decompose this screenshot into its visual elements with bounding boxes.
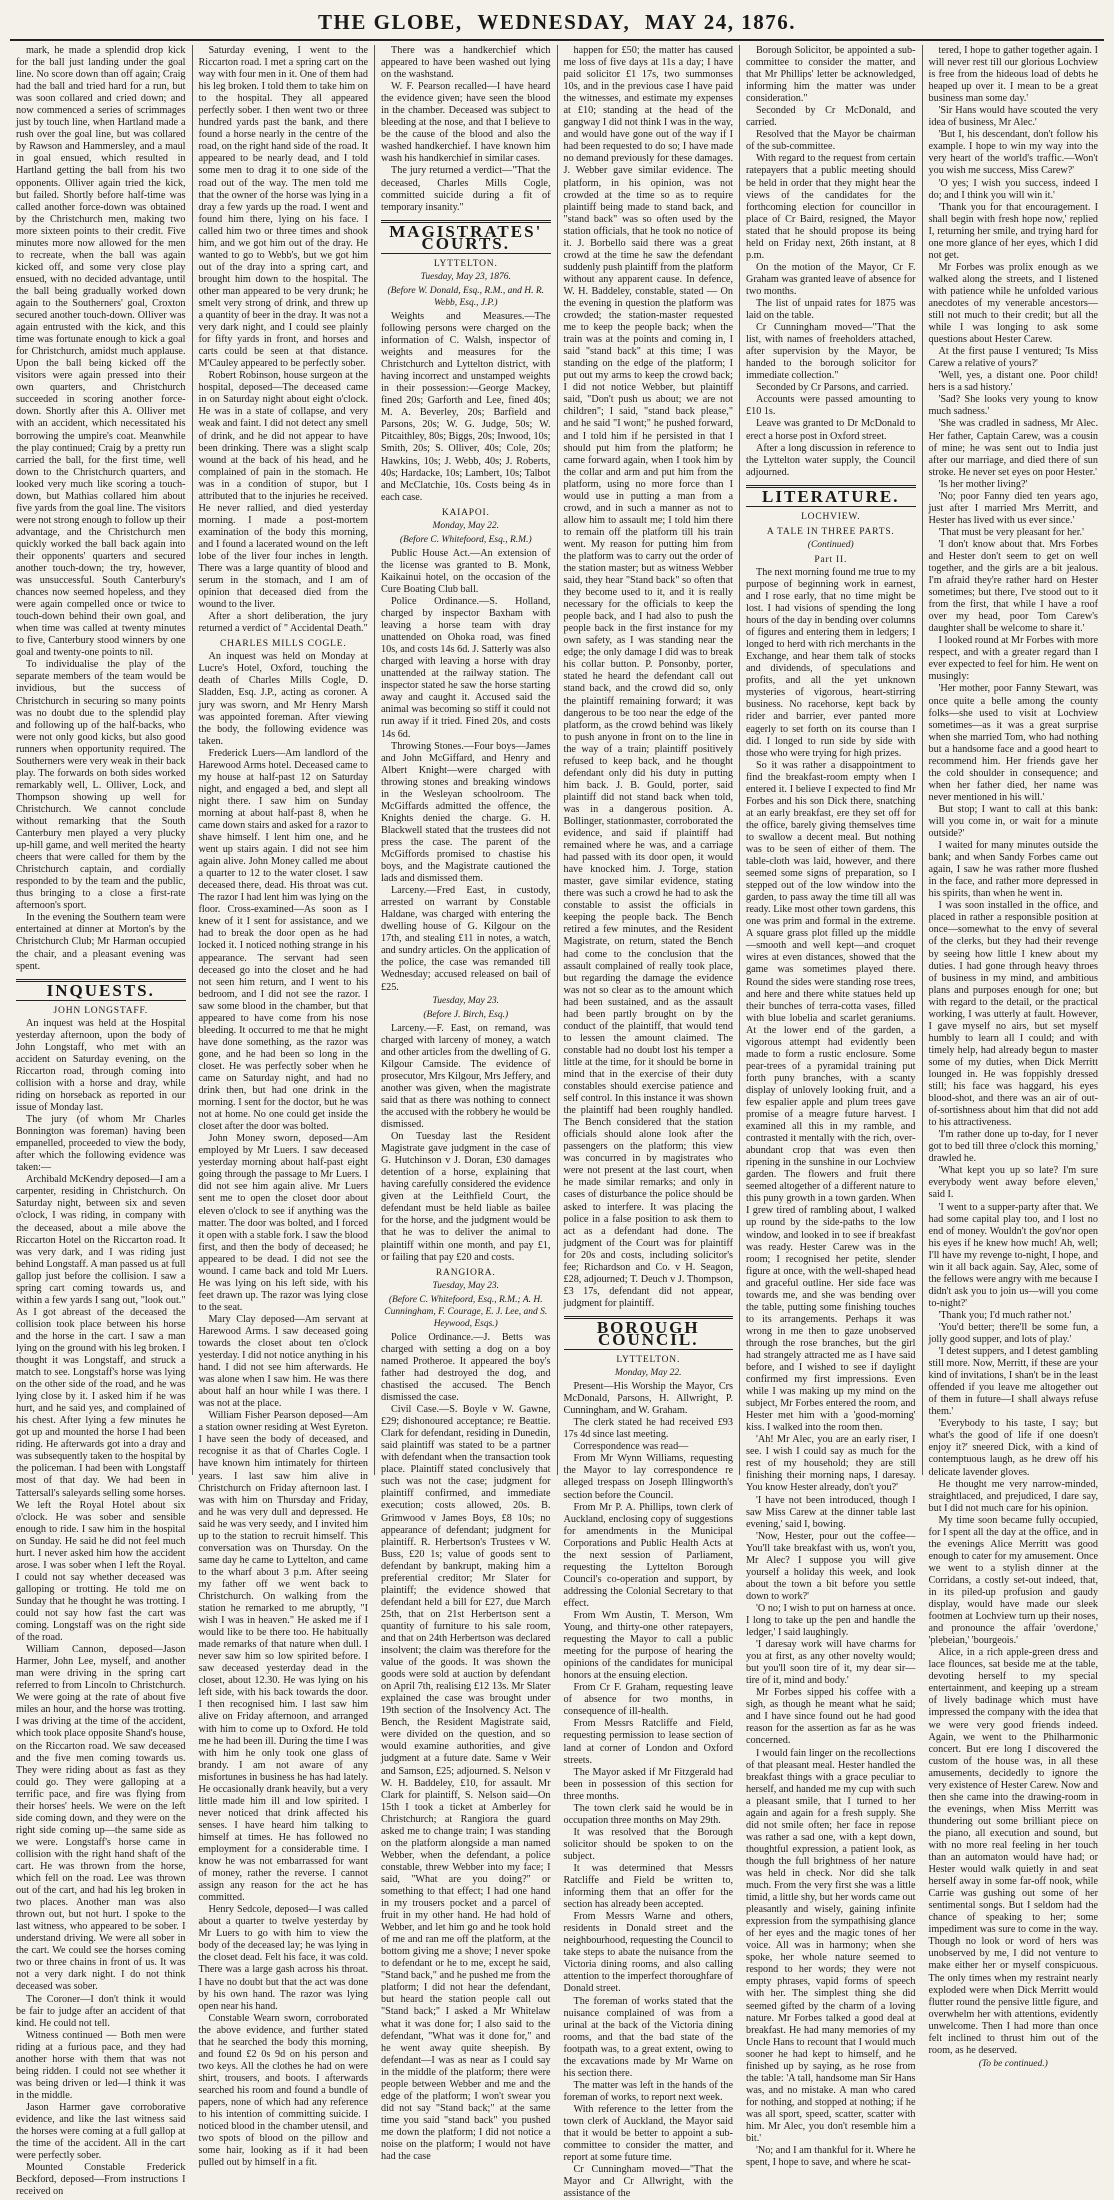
paragraph: 'Now, Hester, pour out the coffee—You'll take breakfast with us, won't you, Mr Alec? I suppose you will give yourself a holiday this week, and look about the town a bit before you settle down to work?'	[746, 1530, 916, 1602]
paragraph: 'She was cradled in sadness, Mr Alec. Her father, Captain Carew, was a cousin of mine; he was sent out to India just after our marriage, and died there of sun stroke. He never set eyes on poor Hester.'	[928, 418, 1098, 478]
columns	[10, 45, 1104, 2200]
council-date: Monday, May 22.	[615, 1368, 682, 1379]
paragraph: With regard to the request from certain ratepayers that a public meeting should be held in order that they might hear the views of the candidates for the forthcoming election for councillor in place of Cr Baird, resigned, the Mayor stated that he should propose its being held on Friday next, 26th instant, at 8 p.m.	[746, 153, 916, 261]
paragraph: 'O yes; I wish you success, indeed I do; and I think you will win it.'	[928, 177, 1098, 201]
paragraph: Archibald McKendry deposed—I am a carpenter, residing in Christchurch. On Saturday night, between six and seven o'clock, I was riding, in company with the deceased, about a mile above the Riccarton Hotel on the Riccarton road. It was very dark, and I was riding just behind Longstaff. A man passed us at full gallop just before the collision. I saw a spring cart coming towards us, and within a few yards I sang out, "look out." As I got abreast of the deceased the collision took place between his horse and the horse in the cart. I saw a man lying on the ground with his leg broken. I thought it was Longstaff, and struck a match to see. Longstaff's horse was lying on the other side of the road, and he was lying close by it. I asked him if he was hurt, and he said yes, and complained of his chest. After lying a few minutes he got up and mounted the horse I had been riding. He afterwards got into a dray and was subsequently taken to the hospital by the policeman. I had been with Longstaff most of that day. We had been in Tattersall's saleyards selling some horses. We left the Royal Hotel about six o'clock. He was sober and sensible enough to ride. I saw him in the hospital on Sunday. He said he did not feel much hurt. I never asked him how the accident arose. I was sober when I left the Royal. I could not say whether deceased was galloping or trotting. He told me on Sunday that he thought he was trotting. I could not say how fast the cart was coming. Longstaff was on the right side of the road.	[16, 1174, 186, 1644]
paragraph: 'I detest suppers, and I detest gambling still more. Now, Merritt, if these are your kind of invitations, I shan't be in the least offended if you leave me altogether out of them in future—I shall always refuse them.'	[928, 1346, 1098, 1418]
paragraph: 'I'm rather done up to-day, for I never got to bed till three o'clock this morning,' drawled he.	[928, 1129, 1098, 1165]
paragraph: From Messrs Ratcliffe and Field, requesting permission to lease section of land at corner of London and Oxford streets.	[563, 1718, 733, 1766]
paragraph: From Cr F. Graham, requesting leave of absence for two months, in consequence of ill-health.	[563, 1682, 733, 1718]
paragraph: 'Her mother, poor Fanny Stewart, was once quite a belle among the county folks—she used to visit at Lochview sometimes—as it was a great surprise when she married Tom, who had nothing but a handsome face and a good heart to recommend him. Her friends gave her the cold shoulder in consequence; and when her father died, her name was never mentioned in his will.'	[928, 683, 1098, 803]
paragraph: At the first pause I ventured; 'Is Miss Carew a relative of yours?'	[928, 346, 1098, 370]
paragraph: I looked round at Mr Forbes with more respect, and with a greater regard than I ever expected to feel for him. He went on musingly:	[928, 635, 1098, 683]
story-part: Part II.	[814, 554, 848, 565]
paragraph: 'Is her mother living?'	[938, 478, 1028, 490]
subheading: LYTTELTON.	[433, 258, 498, 269]
story-continued: (Continued)	[807, 539, 854, 550]
paragraph: Civil Case.—S. Boyle v W. Gawne, £29; dishonoured acceptance; re Beattie. Clark for defendant, residing in Dunedin, said plaintiff was stated to be a partner with defendant when the transaction took place. Plaintiff stated conclusively that such was not the case; judgment for plaintiff confirmed, and immediate execution; costs allowed, 20s. B. Grimwood v James Boys, £8 10s; no appearance of defendant; judgment for plaintiff. R. Herbertson's Trustees v W. Buss, £20 1s; value of goods sent to defendant by bankrupt, making him a preferential creditor; Mr Slater for plaintiff; the evidence showed that defendant held a bill for £27, due March 25th, that on 21st Herbertson sent a quantity of furniture to his sale room, and that on 24th Herbertson was declared insolvent; the claim was therefore for the value of the goods. It was shown the goods were sold at auction by defendant on April 7th, realising £12 13s. Mr Slater explained the case was brought under 19th section of the Insolvency Act. The Bench, the Resident Magistrate said, were divided on the question, and so would examine authorities, and give judgment at a future date. Same v Weir and Samson, £25; adjourned. S. Nelson v W. H. Baddeley, £10, for assault. Mr Clark for plaintiff, S. Nelson said—On 15th I took a ticket at Amberley for Christchurch; at Rangiora the guard asked me to change train; I was standing on the platform alongside a man named Webber, when the defendant, a police constable, threw Webber into my face; I said, "What are you doing?" or something to that effect; I had one hand in my trousers pocket and a parcel of fruit in my other hand. He had hold of Webber, and let him go and he took hold of me and ran me off the platform, at the bottom giving me a shove; I never spoke to defendant or he to me, except he said, "Stand back," and he pushed me from the platform; I did not hear the defendant, but heard the station people call out "Stand back;" I asked a Mr Whitelaw what it was done for; I also said to the defendant, "What was it done for," and he went away quite sheepish. By defendant—I was as near as I could say in the middle of the platform; there were people between Webber and me and the edge of the platform; I won't swear you did not say "Stand back;" at the same time you said "stand back" you pushed me down the platform; I did not notice a noise on the platform; I would not have had the case	[381, 1404, 551, 2163]
subheading: LYTTELTON.	[616, 1355, 681, 1366]
paragraph: Leave was granted to Dr McDonald to erect a horse post in Oxford street.	[746, 418, 916, 442]
paragraph: Borough Solicitor, be appointed a sub-committee to consider the matter, and that Mr Phillips' letter be acknowledged, informing him the matter was under consideration."	[746, 45, 916, 105]
subheading: RANGIORA.	[435, 1267, 496, 1278]
paragraph: Mr Forbes sipped his coffee with a sigh, as though he meant what he said; and I have since found out he had good reason for the assertion as far as he was concerned.	[746, 1687, 916, 1747]
paragraph: William Fisher Pearson deposed—Am a station owner residing at West Eyreton. I have seen the body of deceased, and recognise it as that of Charles Cogle. I have known him intimately for thirteen years. I last saw him alive in Christchurch on Friday afternoon last. I was with him on Thursday and Friday, and he was very dull and depressed. He said he was very seedy, and I invited him up to the station to recruit himself. This conversation was on Thursday. On the same day he came to Lyttelton, and came to the wharf about 3 p.m. After seeing my father off we went back to Christchurch. On walking from the station he remarked to me abruptly, "I wish I was in heaven." He asked me if I would like to be there too. He habitually made remarks of that nature when dull. I never saw him so low spirited before. I saw deceased yesterday dead in the closet, about 12.30. He was lying on his left side, with his back towards the door. I then recognised him. I last saw him alive on Friday afternoon, and arranged with him to come up to Oxford. He told me he had been ill. During the time I was with him he only took one glass of brandy. I am not aware of any misfortunes in business he has had lately. He occasionally drank heavily, but a very little made him ill and low spirited. I never noticed that drink affected his senses. I have heard him talking to himself at times. He has followed no employment for a considerable time. I know he was not embarrassed for want of money, rather the reverse. I cannot assign any reason for the act he has committed.	[198, 1410, 368, 1904]
court-date: Tuesday, May 23.	[432, 1280, 499, 1291]
paragraph: 'I don't know about that. Mrs Forbes and Hester don't seem to get on well together, and the girls are a bit jealous. I'm afraid they're rather hard on Hester sometimes; but there, I've stood out to it from the first, that while I have a roof over my head, poor Tom Carew's daughter shall be welcome to share it.'	[928, 538, 1098, 635]
paragraph: An inquest was held on Monday at Lucre's Hotel, Oxford, touching the death of Charles Mills Cogle, D. Sladden, Esq. J.P., acting as coroner. A jury was sworn, and Mr Henry Marsh was appointed foreman. After viewing the body, the following evidence was taken.	[198, 651, 368, 747]
column-4	[558, 45, 741, 2200]
paragraph: Mounted Constable Frederick Beckford, deposed—From instructions I received on	[16, 2162, 186, 2198]
section-heading-literature: LITERATURE.	[746, 485, 916, 507]
paragraph: 'Thank you; I'd much rather not.'	[938, 1309, 1072, 1321]
paragraph: The foreman of works stated that the nuisance complained of was from a urinal at the back of the Victoria dining rooms, and that the bad state of the footpath was, to a great extent, owing to the excavations made by Mr Warne on his section there.	[563, 1995, 733, 2079]
paragraph: The jury (of whom Mr Charles Bonnington was foreman) having been empanelled, proceeded to view the body, after which the following evidence was taken:—	[16, 1114, 186, 1174]
court-date: Tuesday, May 23.	[432, 995, 499, 1006]
paragraph: 'Well, yes, a distant one. Poor child! hers is a sad history.'	[928, 370, 1098, 394]
subheading: KAIAPOI.	[441, 507, 490, 518]
paragraph: Saturday evening, I went to the Riccarton road. I met a spring cart on the way with four men in it. One of them had his leg broken. I told them to take him on to the hospital. They all appeared perfectly sober. I then went two or three hundred yards past the bank, and there found a horse nearly in the centre of the road, on the right hand side of the road. It appeared to be nearly dead, and I told some men to drag it to one side of the road out of the way. The men told me that the owner of the horse was lying in a dray a few yards up the road. I went and found him there, lying on his face. I called him two or three times and shook him, and we got him out of the dray. He wanted to go to Webb's, but we got him out of the dray into a spring cart, and brought him down to the hospital. The other man appeared to be very drunk; he smelt very strong of drink, and threw up a quantity of beer in the dray. It was not a very dark night, and I could see plainly for fifty yards in front, and horses and carts could be seen at that distance. M'Cauley appeared to be perfectly sober.	[198, 45, 368, 370]
paragraph: 'Sir Hans would have scouted the very idea of business, Mr Alec.'	[928, 105, 1098, 129]
paragraph: mark, he made a splendid drop kick for the ball just landing under the goal line. No score down than off again; Craig had the ball and tried hard for a run, but was soon collared and cried down; and now commenced a series of scrimmages just by touch line, when Hartland made a rush over the goal line, but was collared by Rawson and Hammersley, and a maul in goal ensued, which resulted in Hartland getting the ball from his two opponents. Olliver again tried the kick, but failed. Shortly before half-time was called another force-down was obtained by the Christchurch men, making two more sixteen points to their credit. Five minutes more now allowed for the men to recreate, when the ball was again kicked off, and some very close play ensued, with no decided advantage, until the ball being gradually worked down again to the Southerners' goal, Croxton secured another touch-down. Olliver was again entrusted with the kick, and this time was fortunate enough to kick a goal for Christchurch, amidst much applause. Upon the ball being kicked off the visitors were again pressed into their own quarters, and Christchurch succeeded in scoring another force-down. Shortly after this A. Olliver met with an accident, which necessitated his borrowing the umpire's coat. Meanwhile the play continued; Craig by a pretty run carried the ball, for the first time, well down to the Christchurch quarters, and looked very much like scoring a touch-down, but Mathias collared him about five yards from the goal line. The visitors were not strong enough to follow up their advantage, and the Christchurch men quickly worked the ball back again into their opponents' quarters and secured another touch-down; the try, however, was unsuccessful. South Canterbury's chances now seemed hopeless, and they were again compelled once or twice to touch-down behind their own goal, and when time was called at twenty minutes to five, Canterbury stood winners by one goal and twenty-one points to nil.	[16, 45, 186, 659]
paragraph: With reference to the letter from the town clerk of Auckland, the Mayor said that it would be better to appoint a sub-committee to consider the matter, and report at some future time.	[563, 2103, 733, 2164]
paragraph: Public House Act.—An extension of the license was granted to B. Monk, Kaikainui hotel, on the occasion of the Cure Boating Club ball.	[381, 547, 551, 595]
masthead	[10, 6, 1104, 41]
paragraph: There was a handkerchief which appeared to have been washed out lying on the washstand.	[381, 45, 551, 81]
paragraph: It was determined that Messrs Ratcliffe and Field be written to, informing them that an offer for the section has already been accepted.	[563, 1862, 733, 1911]
court-date: Tuesday, May 23, 1876.	[420, 271, 511, 282]
masthead-day: WEDNESDAY,	[477, 10, 631, 34]
paragraph: William Cannon, deposed—Jason Harmer, John Lee, myself, and another man were driving in the spring cart referred to from Lincoln to Christchurch. We were going at the rate of about five miles an hour, and the horse was trotting. I was driving at the time of the accident, which took place opposite Shand's house, on the Riccarton road. We saw deceased and the five men coming towards us. They were riding about as fast as they could go. They were galloping at a terrific pace, and fire was flying from their horses' heels. We were on the left side coming down, and they were on the right side coming up—the same side as we were. Longstaff's horse came in collision with the right hand shaft of the cart. He was thrown from the horse, which fell on the road. Lee was thrown out of the cart, and had his leg broken in two places. Another man was also thrown out, but not hurt. I spoke to the last witness, who appeared to be sober. I understand driving. We were all sober in the cart. We could see the horses coming two or three chains in front of us. It was not a very dark night. I do not think deceased was sober.	[16, 1644, 186, 1993]
paragraph: Mary Clay deposed—Am servant at Harewood Arms. I saw deceased going towards the closet about ten o'clock yesterday. I did not notice anything in his hand. I did not see him afterwards. He was alone when I saw him. He was there about half an hour while I was there. I was not at the place.	[198, 1313, 368, 1410]
paragraph: From Messrs Warne and others, residents in Donald street and the neighbourhood, requesting the Council to take steps to abate the nuisance from the Victoria dining rooms, and also calling attention to the imperfect thoroughfare of Donald street.	[563, 1911, 733, 1995]
paragraph: 'Ah! Mr Alec, you are an early riser, I see. I wish I could say as much for the rest of my household; they are still finishing their morning naps, I daresay. You know Hester already, don't you?'	[746, 1434, 916, 1494]
paragraph: tered, I hope to gather together again. I will never rest till our glorious Lochview is free from the hideous load of debts he heaped up over it. I mean to be a great business man some day.'	[928, 45, 1098, 105]
paragraph: I would fain linger on the recollections of that pleasant meal. Hester handled the breakfast things with a grace peculiar to herself, and handed me my cup with such a pleasant smile, that I turned to her again and again for a fresh supply. She did not smile often; her face in repose was rather a sad one, with a kept down, thoughtful expression, a patient look, as though the full brightness of her nature was held in check. Nor did she talk much. From the very first she was a little timid, a little shy, but her words came out pleasantly and wisely, gaining infinite expression from the sympathising glance of her eyes and the magic tones of her voice. All was in harmony; when she spoke, her whole nature seemed to respond to her words; they were not empty phrases, vapid forms of speech with her. The simplest thing she did seemed gifted by the charm of a loving nature. Mr Forbes talked a good deal at breakfast. He had many memories of my Uncle Hans to recount that I would much sooner he had kept to himself, and he finished up by saying, as he rose from the table: 'A tall, handsome man Sir Hans was, and no mistake. A man who cared for nothing, and stopped at nothing; if he was all sport, speed, scatter, scatter with him. Mr Alec, you don't resemble him a bit.'	[746, 1747, 916, 2145]
paragraph: John Money sworn, deposed—Am employed by Mr Luers. I saw deceased yesterday morning about half-past eight going through the passage to Mr Luers. I did not see him again alive. Mr Luers sent me to open the closet door about eleven o'clock to see if anything was the matter. The door was bolted, and I forced it open with a stable fork. I saw the blood first, and then the body of deceased; he appeared to be dead. I did not see the wound. I came back and told Mr Luers. He was lying on his left side, with his feet drawn up. The razor was lying close to the seat.	[198, 1133, 368, 1313]
paragraph: 'No; poor Fanny died ten years ago, just after I married Mrs Merritt, and Hester has lived with us ever since.'	[928, 490, 1098, 526]
paragraph: An inquest was held at the Hospital yesterday afternoon, upon the body of John Longstaff, who met with an accident on Saturday evening, on the Riccarton road, through coming into collision with a horse and dray, while riding on horseback as reported in our issue of Monday last.	[16, 1017, 186, 1114]
column-5	[740, 45, 923, 2169]
paragraph: 'I went to a supper-party after that. We had some capital play too, and I lost no end of money. Wouldn't the gov'nor open his eyes if he knew how much! Ah, well; I'll have my revenge to-night, I hope, and win it all back again. Say, Alec, some of the fellows were angry with me because I didn't ask you to join us—will you come to-night?'	[928, 1201, 1098, 1309]
masthead-date: MAY 24, 1876.	[645, 10, 796, 34]
masthead-title: THE GLOBE,	[318, 10, 463, 34]
column-1	[10, 45, 193, 2198]
paragraph: Police Ordinance.—S. Holland, charged by inspector Baxham with leaving a horse team with dray unattended on Ohoka road, was fined 10s, and costs 14s 6d. J. Satterly was also charged with leaving a horse with dray unattended at the railway station. The inspector stated he saw the horse starting away and caught it. Accused said the animal was becoming so stiff it could not run away if it tried. Fined 20s, and costs 14s 6d.	[381, 596, 551, 740]
paragraph: happen for £50; the matter has caused me loss of five days at 11s a day; I have paid solicitor £1 17s, two summonses 10s, and in the previous case I have paid the witnesses, and estimate my expenses at £10; standing at the head of the gangway I did not think I was in the way, and would have gone out of the way if I had been requested to do so; I have made no demand previously for these damages. J. Webber gave similar evidence. The platform, in his opinion, was not crowded at the time so as to require plaintiff being made to stand back, and "stand back" was so often used by the station officials, that he took no notice of it. J. Borbello said there was a great crowd at the time he saw the defendant suddenly push plaintiff from the platform without any apparent cause. In defence, W. H. Baddeley, constable, stated — On the evening in question the platform was crowded; the station-master requested me to keep the people back; when the train was at the points and coming in, I said "stand back" at this time; I was standing on the edge of the platform; I put out my arms to keep the crowd back; I did not notice Webber, but plaintiff said, "Don't push us about; we are not children"; I said, "stand back please," and he said "I wont;" he pushed forward, and I told him if he persisted in that I should put him from the platform; he came forward again, when I took him by the collar and arm and put him from the platform, using no more force than I would use in putting a man from a crowd, and in such a manner as not to allow him to assault me; I told him there to remain off the platform till his train went. My reason for putting him from the platform was to carry out the order of the station master; but as witness Webber said, they hear "Stand back" so often that they become used to it, and it is really necessary for the officials to keep the people back, and I had also to push the people back in the first instance for my own safety, as I was standing near the edge; the only damage I did was to break his collar button. P. Ponsonby, porter, stated he heard the defendant call out stand back, and the crowd did so, only the plaintiff remaining forward; it was dangerous to be too near the edge of the platform, as the crowd behind was likely to push anyone in front on to the line in the way of a train; plaintiff positively refused to keep back, and he thought defendant only did his duty in putting him back. J. B. Gould, porter, said plaintiff did not stand back when told, was in a dangerous position. A. Bollinger, stationmaster, corroborated the evidence, and said if plaintiff had remained where he was, and a carriage had passed with its door open, it would have knocked him. J. Torge, station master, gave similar evidence, stating there was such a crowd he had to ask the constable to assist the officials in keeping the people back. The Bench retired a few minutes, and the Resident Magistrate, on return, stated the Bench had come to the conclusion that the assault complained of really took place, but regarding the damage the evidence was not so clear as to the amount which had been sustained, and as the assault had been partly brought on by the conduct of the plaintiff, that would tend to lessen the amount claimed. The constable had no doubt lost his temper a little at the time, for it should be borne in mind that in the exercise of their duty constables should exercise patience and self control. In this instance it was shown the plaintiff had been roughly handled. The Bench considered that the station officials should alone look after the passengers on the platform; this view was concurred in by magistrates who were not present at the last court, when he made similar remarks; and only in cases of disturbance the police should be asked to interfere. It was placing the police in a false position to ask them to act as a defendant had done. The judgment of the Court was for plaintiff for 20s and costs, including solicitor's fee; Richardson and Co. v H. Seagon, £28, adjourned; T. Deuch v J. Thompson, £3 17s, defendant did not appear, judgment for plaintiff.	[563, 45, 733, 1309]
paragraph: To individualise the play of the separate members of the team would be invidious, but the success of Christchurch in securing so many points was no doubt due to the splendid play and following up of the half-backs, who were not only good kicks, but also good runners when opportunity required. The Southerners were very weak in their back play. The forwards on both sides worked remarkably well, L. Olliver, Lock, and Thompson showing up well for Christchurch. We cannot conclude without remarking that the South Canterbury men played a very plucky up-hill game, and well merited the hearty cheers that were called for them by the Christchurch captain, and cordially responded to by the team and the public, thus bringing to a close a first-rate afternoon's sport.	[16, 659, 186, 912]
paragraph: Larceny.—Fred East, in custody, arrested on warrant by Constable Haldane, was charged with entering the dwelling house of G. Kilgour on the 17th, and stealing £11 in notes, a watch, and sundry articles. On the application of the police, the case was remanded till Wednesday; accused released on bail of £25.	[381, 885, 551, 993]
paragraph: 'You'd better; there'll be some fun, a jolly good supper, and lots of play.'	[928, 1321, 1098, 1346]
paragraph: Mr Forbes was prolix enough as we walked along the streets, and I listened with patience while he unfolded various anecdotes of my venerable ancestors—still not much to their credit; but all the while I was longing to ask some questions about Hester Carew.	[928, 261, 1098, 346]
court-bench: (Before W. Donald, Esq., R.M., and H. R. Webb, Esq., J.P.)	[387, 285, 545, 308]
paragraph: W. F. Pearson recalled—I have heard the evidence given; have seen the blood in the chamber. Deceased was subject to bleeding at the nose, and that I believe to be the cause of the blood and also the washed handkerchief. I have known him wash his handkerchief in similar cases.	[381, 81, 551, 165]
paragraph: Larceny.—F. East, on remand, was charged with larceny of money, a watch and other articles from the dwelling of G. Kilgour Camside. The evidence of prosecutor, Mrs Kilgour, Mrs Jeffery, and another was given, when the magistrate said that as there was nothing to connect the accused with the robbery he would be dismissed.	[381, 1022, 551, 1131]
paragraph: The Mayor asked if Mr Fitzgerald had been in possession of this section for three months.	[563, 1766, 733, 1802]
paragraph: Cr Cunningham moved—"That the list, with names of freeholders attached, after supervision by the Mayor, be handed to the borough solicitor for immediate collection."	[746, 322, 916, 382]
paragraph: 'What kept you up so late? I'm sure everybody went away before eleven,' said I.	[928, 1165, 1098, 1201]
paragraph: Police Ordinance.—J. Betts was charged with setting a dog on a boy named Protheroe. It appeared the boy's father had destroyed the dog, and chastised the accused. The Bench dismissed the case.	[381, 1331, 551, 1404]
paragraph: On the motion of the Mayor, Cr F. Graham was granted leave of absence for two months.	[746, 261, 916, 297]
paragraph: 'Sad? She looks very young to know much sadness.'	[928, 394, 1098, 418]
paragraph: Present—His Worship the Mayor, Crs McDonald, Parsons, H. Allwright, P. Cunningham, and W. Graham.	[563, 1381, 733, 1417]
paragraph: From Mr P. A. Phillips, town clerk of Auckland, enclosing copy of suggestions for amendments in the Municipal Corporations and Public Health Acts at the next session of Parliament, requesting the Lyttelton Borough Council's co-operation and support, by addressing the Colonial Secretary to that effect.	[563, 1501, 733, 1609]
paragraph: 'But I, his descendant, don't follow his example. I hope to win my way into the very heart of the world's traffic.—Won't you wish me success, Miss Carew?'	[928, 129, 1098, 177]
court-date: Monday, May 22.	[432, 520, 499, 531]
paragraph: Weights and Measures.—The following persons were charged on the information of C. Walsh, inspector of weights and measures for the Christchurch and Lyttelton district, with having incorrect and unstamped weights in their possession:—George Mackey, fined 20s; Garforth and Lee, fined 40s; M. A. Beverley, 20s; Barfield and Parsons, 20s; W. G. Judge, 50s; W. Pitcaithley, 80s; Biggs, 20s; Inwood, 10s; Smith, 20s; S. Olliver, 40s; Cole, 20s; Hawkins, 10s; J. Webb, 40s; J. Roberts, 40s; Hardacke, 10s; Lambert, 10s; Talbot and McClatchie, 10s. Costs being 4s in each case.	[381, 310, 551, 503]
paragraph: Alice, in a rich apple-green dress and lace flounces, sat beside me at the table, devoting herself to my special entertainment, and keeping up a stream of lively badinage which must have impressed the company with the idea that we were very good friends indeed. Again, we went to the Philharmonic concert. But ere long I discovered the custom of the house was, in all these amusements, decidedly to ignore the very existence of Hester Carew. Now and then she came into the drawing-room in the evenings, when Miss Merritt was thundering out some brilliant piece on the piano, all execution and sound, but with no more real feeling in her touch than an automaton would have had; or Hester would walk quietly in and seat herself away in some far-off nook, while Carrie was gushing out some of her sentimental songs. But I seldom had the chance of speaking to her; some impediment was sure to come in the way. Though no look or word of hers was unobserved by me, I did not venture to make either her or myself conspicuous. The only times when my restraint nearly exploded were when Dick Merritt would flutter round the pensive little figure, and overwhelm her with attentions, evidently unwelcome. Then I had more than once felt inclined to thrust him out of the room, as he deserved.	[928, 1647, 1098, 2056]
paragraph: Robert Robinson, house surgeon at the hospital, deposed—The deceased came in on Saturday night about eight o'clock. He was in a state of collapse, and very weak and faint. I did not detect any smell of drink, and he did not appear to have been drinking. There was a slight scalp wound at the back of his head, and he complained of pain in the stomach. He was in a condition of stupor, but I attributed that to the injuries he received. He never rallied, and died yesterday morning. I made a post-mortem examination of the body this morning, and I found a lacerated wound on the left lobe of the liver four inches in length. There was a large quantity of blood and serum in the stomach, and I am of opinion that deceased died from the wound to the liver.	[198, 370, 368, 611]
paragraph: He thought me very narrow-minded, straightlaced, and prejudiced, I dare say, but I did not much care for his opinion.	[928, 1478, 1098, 1514]
court-bench: (Before C. Whitefoord, Esq., R.M.)	[399, 534, 532, 545]
section-heading-magistrates-courts: MAGISTRATES' COURTS.	[381, 220, 551, 254]
paragraph: After a short deliberation, the jury returned a verdict of " Accidental Death."	[198, 611, 368, 635]
paragraph: But stop; I want to call at this bank: will you come in, or wait for a minute outside?'	[928, 803, 1098, 840]
story-to-be-continued: (To be continued.)	[978, 2058, 1048, 2069]
paragraph: Correspondence was read—	[573, 1441, 689, 1453]
court-bench: (Before J. Birch, Esq.)	[423, 1009, 509, 1020]
paragraph: 'I daresay work will have charms for you at first, as any other novelty would; but you'll soon tire of it, my dear sir—tire of it, mind and body.'	[746, 1639, 916, 1687]
paragraph: Seconded by Cr Parsons, and carried.	[756, 382, 909, 394]
paragraph: 'No; and I am thankful for it. Where he spent, I hope to save, and where he scat-	[746, 2145, 916, 2169]
paragraph: Henry Sedcole, deposed—I was called about a quarter to twelve yesterday by Mr Luers to go with him to view the body of the deceased lay; he was lying in the closet dead. Felt his face, it was cold. There was a large gash across his throat. I have no doubt but that the act was done by his own hand. The razor was lying open near his hand.	[198, 1904, 368, 2012]
story-title: LOCHVIEW.	[801, 511, 861, 522]
column-3	[375, 45, 558, 2163]
paragraph: The next morning found me true to my purpose of beginning work in earnest, and I rose early, that no time might be lost. I had visions of spending the long hours of the day in bending over columns of figures and entering them in ledgers; I longed to herd with rich merchants in the Exchange, and hear them talk of stocks and dividends, of speculations and profits, and all the yet unknown mysteries of vigorous, heart-stirring business. No racehorse, kept back by rider and barrier, ever panted more eagerly to set forth on its course than I did. I longed to run side by side with those who were trying for high prizes.	[746, 566, 916, 759]
paragraph: 'Everybody to his taste, I say; but what's the good of life if one doesn't enjoy it?' sneered Dick, with a kind of contemptuous laugh, as he drew off his delicate lavender gloves.	[928, 1418, 1098, 1478]
paragraph: I waited for many minutes outside the bank; and when Sandy Forbes came out again, I saw he was rather more flushed in the face, and rather more depressed in his spirits, than when he went in.	[928, 840, 1098, 900]
paragraph: The list of unpaid rates for 1875 was laid on the table.	[746, 297, 916, 322]
paragraph: 'I have not been introduced, though I saw Miss Carew at the dinner table last evening,' said I, bowing.	[746, 1494, 916, 1530]
paragraph: Witness continued — Both men were riding at a furious pace, and they had another horse with them that was not being ridden. I could not see whether it was being driven or led—I think it was in the middle.	[16, 2029, 186, 2101]
paragraph: 'That must be very pleasant for her.'	[938, 526, 1084, 538]
paragraph: It was resolved that the Borough solicitor should be spoken to on the subject.	[563, 1826, 733, 1862]
paragraph: From Mr Wynn Williams, requesting the Mayor to lay correspondence re alleged trespass on Joseph Illingworth's section before the Council.	[563, 1453, 733, 1501]
paragraph: Jason Harmer gave corroborative evidence, and like the last witness said the horses were coming at a full gallop at the time of the accident. All in the cart were perfectly sober.	[16, 2101, 186, 2162]
paragraph: Constable Wearn sworn, corroborated the above evidence, and further stated that he searched the body this morning, and found £2 0s 9d on his person and two keys. All the clothes he had on were shirt, trousers, and boots. I afterwards searched his room and found a bundle of papers, none of which had any reference to his intention of committing suicide. I noticed blood in the chamber utensil, and two spots of blood on the pillow and some hair, looking as if it had been pulled out by himself in a fit.	[198, 2012, 368, 2169]
paragraph: So it was rather a disappointment to find the breakfast-room empty when I entered it. I believe I expected to find Mr Forbes and his son Dick there, snatching at an early breakfast, ere they set off for the office, barely giving themselves time to swallow a decent meal. But nothing was to be seen of either of them. The table-cloth was laid, however, and there seemed some signs of preparation, so I stepped out of the low window into the garden, to pass away the time till all was ready. Like most other town gardens, this one was prim and formal in the extreme. A square grass plot filled up the middle—smooth and well kept—and croquet wires at even distances, showed that the game was sometimes played there. Round the sides were standing rose trees, and here and there white statues held up their bunches of terra-cotta vases, filled with blue lobelia and scarlet geraniums. At the lower end of the garden, a vigorous attempt had evidently been made to form a rustic enclosure. Some pear-trees of a pyramidal training put forth puny branches, with a scanty display of unlovely looking fruit, and a few espalier apple and plum trees gave promise of a meagre future harvest. I examined all this in my ramble, and contrasted it mentally with the rich, over-abundant crop that was even then ripening in the sunshine in our Lochview garden. The flowers and fruit there seemed altogether of a different nature to this puny growth in a town garden. When I grew tired of rambling about, I walked up round by the side-paths to the low window, and looked in to see if breakfast was ready. Hester Carew was in the room; I recognised her petite, slender figure at once, with the well-shaped head and graceful outline. Her side face was towards me, and she was bending over the table, putting some finishing touches to its arrangements. Perhaps it was wrong in me then to gaze unobserved through the rose branches, but the girl had strangely attracted me as I have said before, and I wished to see if daylight confirmed my first impressions. Even while I was making up my mind on the subject, Mr Forbes entered the room, and Hester met him with a 'good-morning' kiss. I walked into the room then.	[746, 759, 916, 1434]
story-subtitle: A TALE IN THREE PARTS.	[766, 526, 895, 537]
paragraph: The jury returned a verdict—"That the deceased, Charles Mills Cogle, committed suicide during a fit of temporary insanity."	[381, 165, 551, 213]
paragraph: The Coroner—I don't think it would be fair to judge after an accident of that kind. He could not tell.	[16, 1993, 186, 2029]
paragraph: From Wm Austin, T. Merson, Wm Young, and thirty-one other ratepayers, requesting the Mayor to call a public meeting for the purpose of hearing the opinions of the candidates for municipal honors at the ensuing election.	[563, 1610, 733, 1682]
paragraph: On Tuesday last the Resident Magistrate gave judgment in the case of G. Hutchinson v J. Doran, £30 damages detention of a horse, explaining that having carefully considered the evidence given at the Leithfield Court, the defendant must be held liable as bailee for the horse, and the judgment would be that he was to deliver the animal to plaintiff within one month, and pay £1, or failing that pay £20 and costs.	[381, 1131, 551, 1263]
column-6	[923, 45, 1105, 2069]
paragraph: Throwing Stones.—Four boys—James and John McGiffard, and Henry and Albert Knight—were charged with throwing stones and breaking windows in the Wesleyan schoolroom. The McGiffards admitted the offence, the Knights denied the charge. G. H. Blackwell stated that the trustees did not press the case. The parent of the McGiffords promised to chastise his boys, and the Magistrate cautioned the lads and dismissed them.	[381, 740, 551, 885]
court-bench: (Before C. Whitefoord, Esq., R.M.; A. H. Cunningham, F. Courage, E. J. Lee, and S. Heywood, Esqs.)	[384, 1294, 548, 1329]
paragraph: I was soon installed in the office, and placed in rather a responsible position at once—somewhat to the envy of several of the clerks, but they had their revenge by seeing how little I knew about my duties. I had gone through heavy throes of business in my mind, and ambitious plans and purposes enough for one; but with regard to the detail, or the practical working, I was utterly at fault. However, I gave myself no airs, but set myself humbly to learn all I could; and with timely help, had already begun to master some of my duties, when Dick Merritt lounged in. He was foppishly dressed still; his face was haggard, his eyes blood-shot, and there was an air of out-of-sortishness about him that did not add to his attractiveness.	[928, 900, 1098, 1129]
paragraph: 'Thank you for that encouragement. I shall begin with fresh hope now,' replied I, returning her smile, and trying hard for one more glance of her eyes, which I did not get.	[928, 201, 1098, 261]
paragraph: Seconded by Cr McDonald, and carried.	[746, 105, 916, 129]
section-heading-inquests: INQUESTS.	[16, 979, 186, 1001]
paragraph: My time soon became fully occupied, for I spent all the day at the office, and in the evenings Alice Merritt was good enough to cater for my amusement. Once we went to a stylish dinner at the Corridans, a costly set-out indeed, that, in its piled-up profusion and gaudy display, would have made our sleek footmen at Lochview turn up their noses, and pronounce the affair 'overdone,' 'plebeian,' 'bourgeois.'	[928, 1514, 1098, 1647]
column-2	[193, 45, 376, 2169]
subheading: CHARLES MILLS COGLE.	[219, 639, 347, 650]
paragraph: 'O no; I wish to put on harness at once. I long to take up the pen and handle the ledger,' I said laughingly.	[746, 1602, 916, 1639]
paragraph: The town clerk said he would be in occupation three months on May 29th.	[563, 1802, 733, 1826]
paragraph: Resolved that the Mayor be chairman of the sub-committee.	[746, 129, 916, 153]
paragraph: In the evening the Southern team were entertained at dinner at Morton's by the Christchurch Club; Mr Harman occupied the chair, and a pleasant evening was spent.	[16, 912, 186, 972]
paragraph: Frederick Luers—Am landlord of the Harewood Arms hotel. Deceased came to my house at half-past 12 on Saturday night, and engaged a bed, and slept all night there. I saw him on Sunday morning at about half-past 8, when he came down stairs and asked for a razor to shave himself. I lent him one, and he went up stairs again. I did not see him again alive. John Money called me about a quarter to 12 to the water closet. I saw deceased there, dead. His throat was cut. The razor I had lent him was lying on the floor. Cross-examined—As soon as I knew of it I sent for assistance, and we had to break the door open as he had locked it. I noticed nothing strange in his appearance. The servant had seen deceased go into the closet and he had not seen him return, and I went to his bedroom, and I did not see the razor. I saw some blood in the chamber, but that appeared to have come from his nose bleeding. It occurred to me that he might have done something, as the razor was gone, and he had been so long in the closet. He was perfectly sober when he came on Saturday night, and had no drink then, but had one drink in the morning. I sent for the doctor, but he was not at home. No one could get inside the closet after the door was bolted.	[198, 747, 368, 1133]
subheading: JOHN LONGSTAFF.	[53, 1005, 148, 1016]
paragraph: After a long discussion in reference to the Lyttelton water supply, the Council adjourned.	[746, 442, 916, 478]
paragraph: Cr Cunningham moved—"That the Mayor and Cr Allwright, with the assistance of the	[563, 2164, 733, 2200]
paragraph: Accounts were passed amounting to £10 1s.	[746, 394, 916, 418]
section-heading-borough-council: BOROUGH COUNCIL.	[564, 1316, 734, 1350]
paragraph: The matter was left in the hands of the foreman of works, to report next week.	[563, 2079, 733, 2103]
paragraph: The clerk stated he had received £93 17s 4d since last meeting.	[563, 1417, 733, 1441]
